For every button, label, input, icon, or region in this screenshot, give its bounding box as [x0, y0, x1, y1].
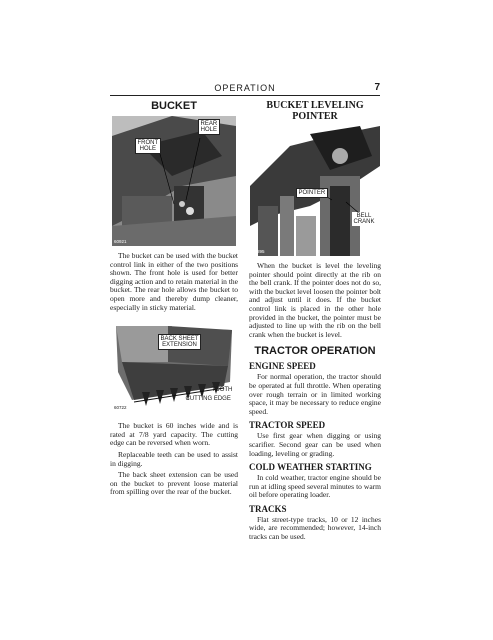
- running-title: OPERATION: [214, 83, 276, 93]
- bucket-link-photo: [112, 116, 236, 246]
- front-hole-callout: FRONT HOLE: [135, 138, 161, 154]
- tractor-speed-text: Use first gear when digging or using scarifier. Second gear can be used when loading, leveling or grading.: [249, 431, 381, 458]
- tractor-operation-heading: TRACTOR OPERATION: [254, 345, 376, 358]
- left-column: [110, 98, 238, 500]
- cutting-edge-callout: CUTTING EDGE: [185, 395, 231, 402]
- bell-crank-callout: BELL CRANK: [353, 212, 375, 225]
- tracks-heading: TRACKS: [249, 503, 287, 514]
- bucket-paragraph-1: The bucket can be used with the bucket control link in either of the two positions shown. The front hole is used for better digging action and to retain material in the bucket. The rear hole allows the bucket to open more and thereby dump cleaner, especially in sticky material.: [110, 251, 238, 312]
- cold-weather-text: In cold weather, tractor engine should be run at idling speed several minutes to warm oil before operating loader.: [249, 473, 381, 500]
- tracks-text: Flat street-type tracks, 10 or 12 inches wide, are recommended; however, 14-inch tracks can be used.: [249, 514, 381, 542]
- header-rule: [110, 95, 380, 96]
- bucket-photo: [112, 322, 236, 416]
- right-column: [249, 98, 381, 545]
- engine-speed-heading: ENGINE SPEED: [249, 361, 316, 372]
- leveling-pointer-heading: BUCKET LEVELING POINTER: [266, 100, 364, 122]
- back-sheet-callout: BACK SHEET EXTENSION: [158, 334, 201, 350]
- figure1-number: 60921: [114, 239, 127, 244]
- figure3-number: 60895: [252, 249, 265, 254]
- page-number: 7: [374, 82, 380, 93]
- tooth-callout: TOOTH: [211, 386, 233, 393]
- bucket-link-illustration: [112, 116, 236, 246]
- leveling-pointer-paragraph: When the bucket is level the leveling pointer should point directly at the rib on the bell crank. If the pointer does not do so, with the bucket level loosen the pointer bolt and adjust until it does. If the bucket control link is placed in the other hole provided in the bucket, the pointer must be adjusted to line up with the rib on the bell crank when the bucket is level.: [249, 261, 381, 339]
- bucket-heading: BUCKET: [151, 100, 197, 112]
- bucket-paragraph-2: The bucket is 60 inches wide and is rated at 7/8 yard capacity. The cutting edge can be reversed when worn.: [110, 421, 238, 448]
- leveling-pointer-photo: [250, 126, 380, 256]
- tractor-speed-heading: TRACTOR SPEED: [249, 420, 326, 431]
- pointer-callout: POINTER: [296, 188, 328, 198]
- cold-weather-heading: COLD WEATHER STARTING: [249, 462, 372, 473]
- rear-hole-callout: REAR HOLE: [198, 119, 220, 135]
- bucket-paragraph-4: The back sheet extension can be used on the bucket to prevent loose material from spilling over the rear of the bucket.: [110, 470, 238, 497]
- bucket-paragraph-3: Replaceable teeth can be used to assist in digging.: [110, 449, 238, 468]
- engine-speed-text: For normal operation, the tractor should be operated at full throttle. When operating over rough terrain or in limited working space, it may be necessary to reduce engine speed.: [249, 372, 381, 416]
- figure2-number: 60722: [114, 405, 127, 411]
